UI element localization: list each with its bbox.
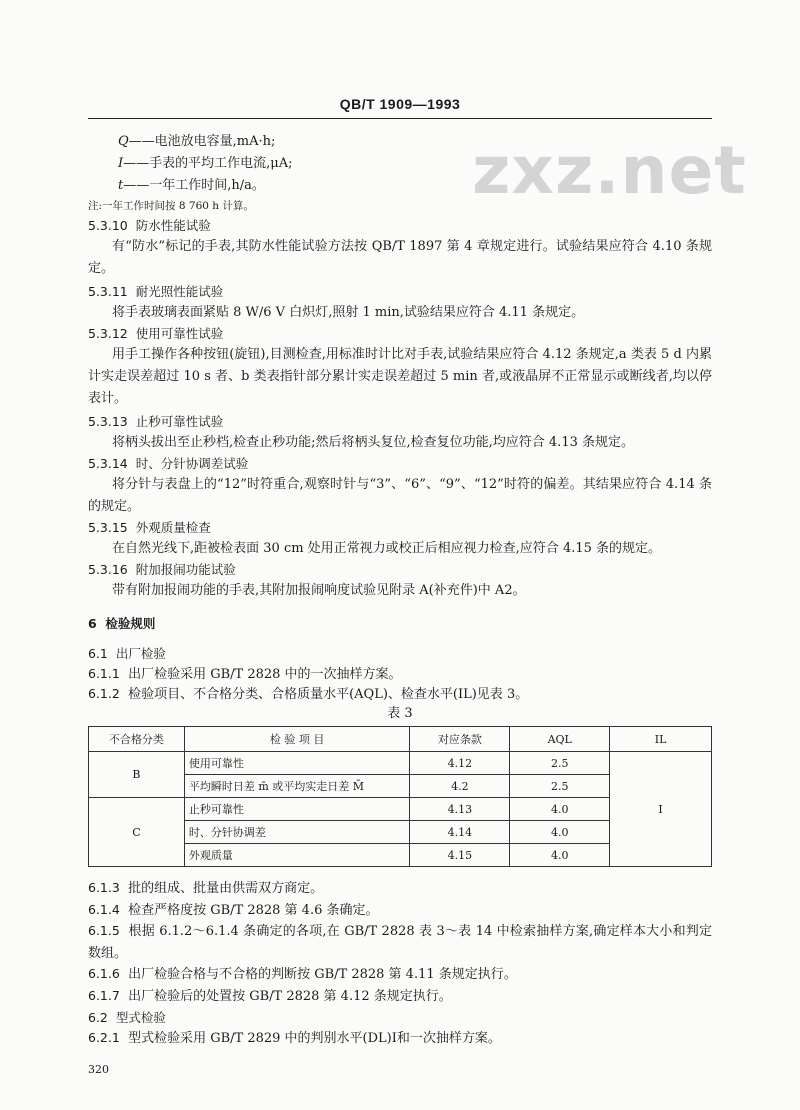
section-heading: [88, 412, 223, 430]
section-body: 用手工操作各种按钮(旋钮),目测检查,用标准时计比对手表,试验结果应符合 4.12 条规定,a 类表 5 d 内累计实走误差超过 10 s 者、b 类表指针部分累计实走误差超过 5 min 者,或液晶屏不正常显示或断线者,均以停表计。: [88, 347, 712, 406]
standard-number-header: QB/T 1909—1993: [339, 96, 461, 112]
clause-6-2-1: [88, 1028, 501, 1049]
chapter-heading: [88, 614, 155, 632]
il-cell: I: [610, 752, 712, 867]
item-cell: 止秒可靠性: [184, 798, 410, 821]
table-header-cell: 对应条款: [410, 727, 510, 752]
aql-cell: 4.0: [510, 821, 610, 844]
definition-text: ——手表的平均工作电流,μA;: [123, 156, 293, 171]
section-heading: [88, 324, 223, 342]
section-number: 5.3.16: [88, 562, 128, 577]
section-title: 时、分针协调差试验: [135, 456, 249, 471]
chapter-number: 6: [88, 616, 97, 631]
clause-text: 检验项目、不合格分类、合格质量水平(AQL)、检查水平(IL)见表 3。: [128, 687, 529, 702]
nonconformity-class-cell: B: [89, 752, 185, 798]
table-header-cell: IL: [610, 727, 712, 752]
section-number: 5.3.11: [88, 284, 128, 299]
definition-symbol: Q: [118, 134, 129, 149]
subsection-number: 6.1: [88, 646, 108, 661]
clause-number: 6.1.4: [88, 902, 120, 917]
clause-6-1-7: [88, 986, 452, 1007]
clause-6-1-3: [88, 878, 323, 899]
clause-number: 6.1.7: [88, 988, 120, 1003]
section-heading: [88, 282, 223, 300]
clause-text: 出厂检验采用 GB/T 2828 中的一次抽样方案。: [128, 667, 402, 682]
section-body: 将分针与表盘上的“12”时符重合,观察时针与“3”、“6”、“9”、“12”时符的偏差。其结果应符合 4.14 条的规定。: [88, 477, 712, 514]
chapter-title: 检验规则: [105, 616, 156, 631]
table-caption: 表 3: [387, 706, 413, 721]
section-body: 在自然光线下,距被检表面 30 cm 处用正常视力或校正后相应视力检查,应符合 4.15 条的规定。: [112, 541, 662, 556]
aql-cell: 2.5: [510, 752, 610, 775]
clause-cell: 4.2: [410, 775, 510, 798]
definition-q: [118, 132, 275, 152]
nonconformity-class-cell: C: [89, 798, 185, 867]
subsection-heading: [88, 1008, 166, 1026]
watermark: zxz.net: [472, 132, 747, 209]
page-number: 320: [88, 1063, 109, 1076]
clause-cell: 4.13: [410, 798, 510, 821]
section-body: 将柄头拔出至止秒档,检查止秒功能;然后将柄头复位,检查复位功能,均应符合 4.13 条规定。: [112, 435, 634, 450]
subsection-heading: [88, 644, 166, 662]
section-title: 外观质量检查: [135, 520, 211, 535]
item-cell: 使用可靠性: [184, 752, 410, 775]
table-3: [88, 726, 712, 867]
clause-text: 批的组成、批量由供需双方商定。: [128, 881, 324, 896]
section-body: 带有附加报闹功能的手表,其附加报闹响度试验见附录 A(补充件)中 A2。: [112, 583, 526, 598]
section-title: 止秒可靠性试验: [135, 414, 224, 429]
section-heading: [88, 216, 211, 234]
definition-symbol: t: [118, 178, 124, 193]
definition-i: [118, 154, 293, 174]
aql-cell: 2.5: [510, 775, 610, 798]
definition-text: ——一年工作时间,h/a。: [123, 178, 265, 193]
section-number: 5.3.15: [88, 520, 128, 535]
clause-6-1-4: [88, 900, 379, 921]
clause-text: 检查严格度按 GB/T 2828 第 4.6 条确定。: [128, 903, 379, 918]
aql-cell: 4.0: [510, 844, 610, 867]
clause-6-1-5: [88, 920, 712, 965]
item-cell: 时、分针协调差: [184, 821, 410, 844]
table-header-cell: AQL: [510, 727, 610, 752]
definition-t: [118, 176, 265, 196]
section-number: 5.3.13: [88, 414, 128, 429]
section-heading: [88, 518, 211, 536]
clause-text: 出厂检验后的处置按 GB/T 2828 第 4.12 条规定执行。: [128, 989, 452, 1004]
clause-6-1-6: [88, 964, 517, 985]
table-header-cell: 检 验 项 目: [184, 727, 410, 752]
section-number: 5.3.10: [88, 218, 128, 233]
section-title: 附加报闹功能试验: [135, 562, 236, 577]
clause-text: 型式检验采用 GB/T 2829 中的判别水平(DL)Ⅰ和一次抽样方案。: [128, 1031, 501, 1046]
section-heading: [88, 454, 248, 472]
table-header-cell: 不合格分类: [89, 727, 185, 752]
clause-text: 根据 6.1.2～6.1.4 条确定的各项,在 GB/T 2828 表 3～表 14 中检索抽样方案,确定样本大小和判定数组。: [88, 924, 712, 961]
section-title: 防水性能试验: [135, 218, 211, 233]
aql-cell: 4.0: [510, 798, 610, 821]
definition-symbol: I: [118, 156, 124, 171]
clause-number: 6.1.1: [88, 666, 120, 681]
section-number: 5.3.14: [88, 456, 128, 471]
table-header-row: [89, 727, 712, 752]
section-body: 将手表玻璃表面紧贴 8 W/6 V 白炽灯,照射 1 min,试验结果应符合 4.11 条规定。: [112, 305, 585, 320]
clause-cell: 4.14: [410, 821, 510, 844]
section-heading: [88, 560, 236, 578]
definition-text: ——电池放电容量,mA·h;: [128, 134, 276, 149]
clause-number: 6.1.3: [88, 880, 120, 895]
item-cell: 外观质量: [184, 844, 410, 867]
clause-number: 6.2.1: [88, 1030, 120, 1045]
subsection-title: 出厂检验: [115, 646, 166, 661]
subsection-title: 型式检验: [115, 1010, 166, 1025]
clause-number: 6.1.6: [88, 966, 120, 981]
section-number: 5.3.12: [88, 326, 128, 341]
header-rule: [88, 118, 712, 119]
subsection-number: 6.2: [88, 1010, 108, 1025]
clause-6-1-1: [88, 664, 402, 685]
clause-number: 6.1.2: [88, 686, 120, 701]
clause-text: 出厂检验合格与不合格的判断按 GB/T 2828 第 4.11 条规定执行。: [128, 967, 517, 982]
clause-6-1-2: [88, 684, 528, 705]
table-row: [89, 752, 712, 775]
section-title: 耐光照性能试验: [135, 284, 224, 299]
item-cell: 平均瞬时日差 m̄ 或平均实走日差 M̄: [184, 775, 410, 798]
clause-cell: 4.15: [410, 844, 510, 867]
section-body: 有“防水”标记的手表,其防水性能试验方法按 QB/T 1897 第 4 章规定进行。试验结果应符合 4.10 条规定。: [88, 239, 712, 276]
clause-number: 6.1.5: [88, 923, 120, 938]
clause-cell: 4.12: [410, 752, 510, 775]
note: 注:一年工作时间按 8 760 h 计算。: [88, 200, 254, 212]
section-title: 使用可靠性试验: [135, 326, 224, 341]
